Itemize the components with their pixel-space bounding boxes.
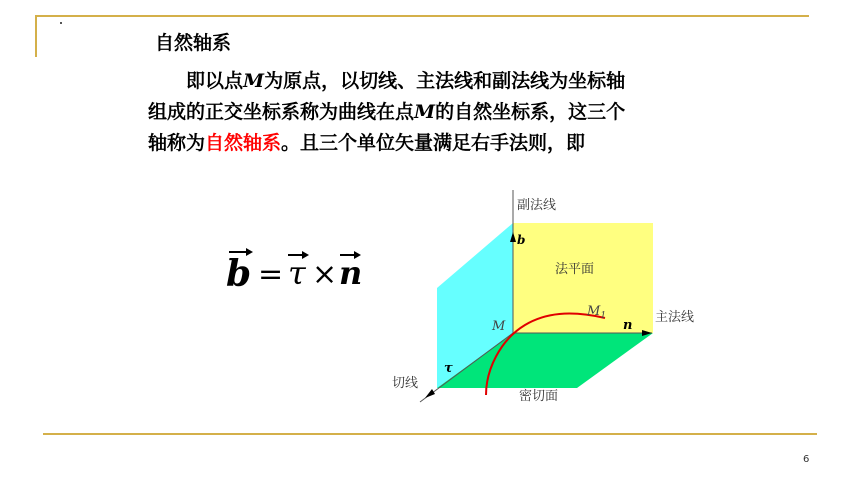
bottom-frame-line	[43, 433, 817, 435]
section-title: 自然轴系	[155, 32, 232, 54]
formula-b: b	[226, 253, 252, 295]
left-frame-line	[35, 15, 37, 57]
point-name: M	[243, 70, 265, 92]
osculating-plane-label: 密切面	[519, 389, 559, 404]
top-frame-line	[35, 15, 809, 17]
paragraph-text: 。且三个单位矢量满足右手法则，即	[281, 132, 586, 154]
page-number: 6	[803, 454, 810, 465]
origin-label: M	[492, 319, 506, 334]
paragraph-text: 即以点	[186, 70, 244, 92]
paragraph-text: 组成的正交坐标系称为曲线在点	[148, 101, 415, 123]
paragraph-text: 轴称为	[148, 132, 206, 154]
point-m1-subscript: 1	[600, 311, 607, 321]
formula-equals: =	[258, 257, 284, 292]
paragraph-text: 为原点，以切线、主法线和副法线为坐标轴	[264, 70, 626, 92]
formula-tau: τ	[288, 254, 306, 292]
b-vector-label: b	[517, 233, 526, 247]
tau-vector-label: τ	[444, 361, 453, 376]
binormal-label: 副法线	[517, 198, 557, 213]
normal-plane-label: 法平面	[555, 262, 595, 277]
paragraph-text: 的自然坐标系，这三个	[435, 101, 626, 123]
point-name: M	[414, 101, 436, 123]
formula-n: n	[339, 254, 363, 292]
decor-dot	[60, 22, 62, 24]
tangent-arrow	[425, 389, 435, 398]
tangent-label: 切线	[392, 376, 419, 391]
normal-plane	[513, 223, 653, 333]
cross-product-formula	[226, 240, 376, 300]
formula-cross: ×	[312, 257, 338, 292]
body-paragraph	[148, 66, 708, 159]
highlight-term: 自然轴系	[205, 132, 282, 154]
n-vector-label: n	[623, 318, 633, 333]
natural-axes-diagram	[380, 180, 710, 410]
principal-normal-label: 主法线	[655, 310, 695, 325]
point-m1-letter: M	[587, 304, 601, 319]
